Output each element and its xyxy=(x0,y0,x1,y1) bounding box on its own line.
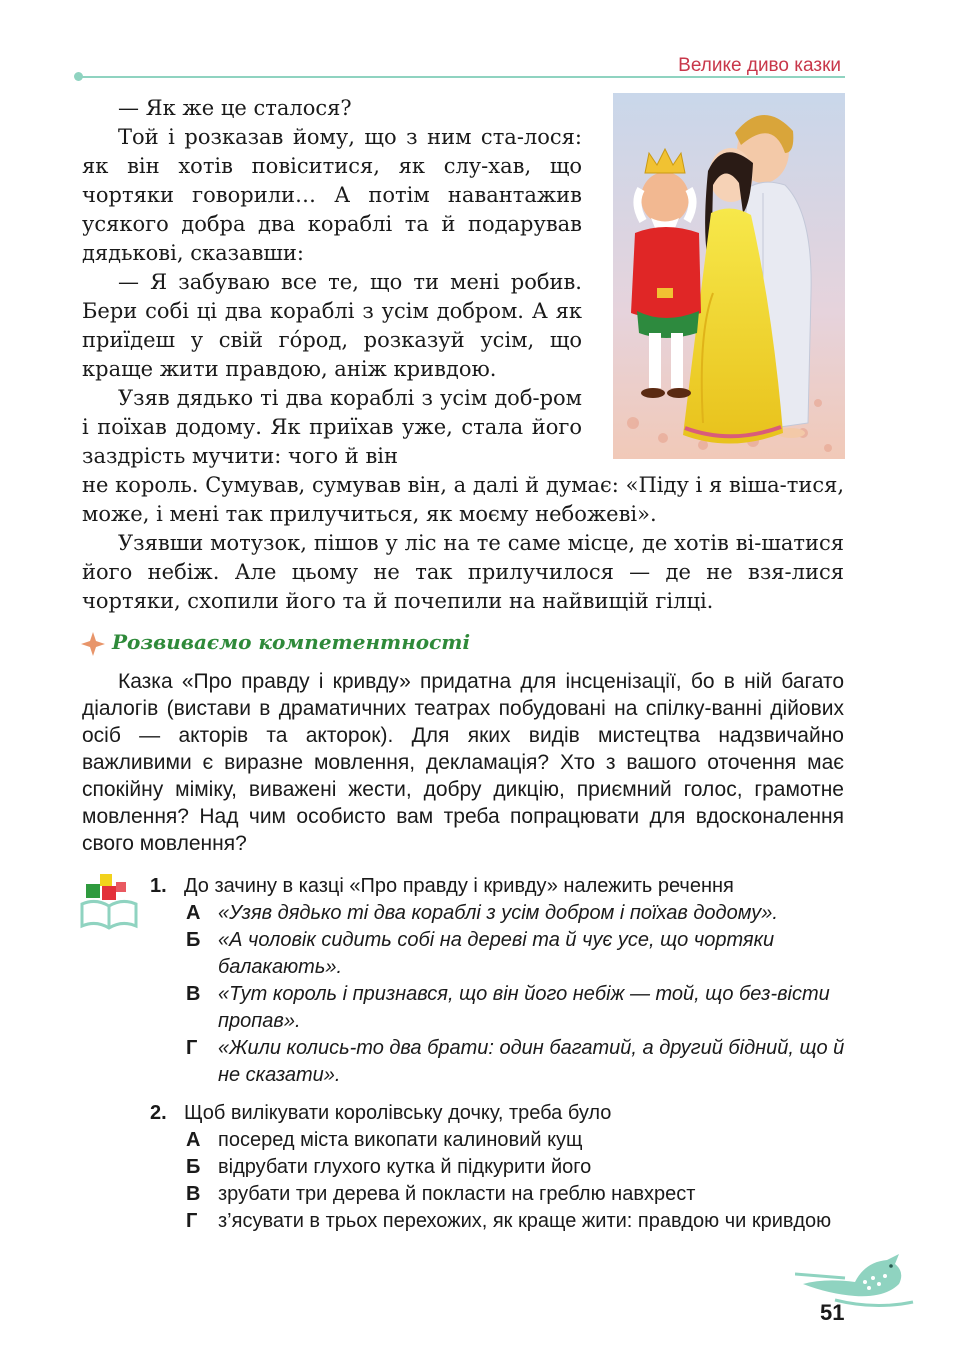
running-title: Велике диво казки xyxy=(678,55,841,76)
answer-option xyxy=(186,1127,846,1154)
section-text: Казка «Про правду і кривду» придатна для інсценізації, бо в ній багато діалогів (вистави в драматичних театрах побудовані на спілку-ванні дійових осіб — акторів та акторок). Для яких видів мистецтва надзвичайно важливими є виразне мовлення, декламація? Хто з вашого оточення має спокійну міміку, виважені жести, добру дикцію, приємний голос, грамотне мовлення? Над чим особисто вам треба попрацювати для вдосконалення свого мовлення? xyxy=(82,670,844,855)
section-heading xyxy=(80,630,470,657)
option-text: відрубати глухого кутка й підкурити його xyxy=(218,1156,592,1178)
question-number: 2. xyxy=(150,1102,167,1124)
option-letter: Г xyxy=(186,1037,198,1059)
option-text: зрубати три дерева й покласти на греблю навхрест xyxy=(218,1183,696,1205)
question-text: До зачину в казці «Про правду і кривду» належить речення xyxy=(184,875,734,897)
answer-option xyxy=(186,1181,846,1208)
answer-option xyxy=(186,1154,846,1181)
story-line: — Як же це сталося? xyxy=(118,96,352,120)
section-title: Розвиваємо компетентності xyxy=(112,630,471,654)
option-text: «А чоловік сидить собі на дереві та й чує усе, що чортяки балакають». xyxy=(218,929,775,978)
option-letter: А xyxy=(186,1129,201,1151)
option-text: з’ясувати в трьох перехожих, як краще жити: правдою чи кривдою xyxy=(218,1210,832,1232)
option-letter: А xyxy=(186,902,201,924)
star-bullet-icon xyxy=(80,631,106,657)
bird-icon xyxy=(795,1248,920,1312)
story-wide-text xyxy=(82,471,844,616)
question-number: 1. xyxy=(150,875,167,897)
option-text: «Тут король і признався, що він його небіж — той, що без-вісти пропав». xyxy=(218,983,830,1032)
option-letter: В xyxy=(186,983,201,1005)
story-line: Узявши мотузок, пішов у ліс на те саме місце, де хотів ві-шатися його небіж. Але цьому не так прилучилося — де не взя-лися чортяки, схопили його та й почепили на найвищій гілці. xyxy=(82,531,844,613)
answer-option xyxy=(186,1208,846,1235)
story-line: — Я забуваю все те, що ти мені робив. Бери собі ці два кораблі з усім добром. А як приїдеш у свій гóрод, розказуй усім, що краще жити правдою, аніж кривдою. xyxy=(82,270,582,381)
answer-option xyxy=(186,900,846,927)
book-blocks-icon xyxy=(78,870,140,930)
option-text: «Узяв дядько ті два кораблі з усім добром і поїхав додому». xyxy=(218,902,778,924)
option-letter: Б xyxy=(186,1156,201,1178)
question-text: Щоб вилікувати королівську дочку, треба було xyxy=(184,1102,612,1124)
story-line: Той і розказав йому, що з ним ста-лося: як він хотів повіситися, як слу-хав, що чортяки говорили… А потім навантажив усякого добра два кораблі та й подарував дядькові, сказавши: xyxy=(82,125,582,265)
option-letter: Б xyxy=(186,929,201,951)
story-line: не король. Сумував, сумував він, а далі й думає: «Піду і я віша-тися, може, і мені так прилучиться, як моєму небожеві». xyxy=(82,473,844,526)
fairytale-illustration xyxy=(613,93,845,459)
option-text: посеред міста викопати калиновий кущ xyxy=(218,1129,583,1151)
story-line: Узяв дядько ті два кораблі з усім доб-ром і поїхав додому. Як приїхав уже, стала його заздрість мучити: чого й він xyxy=(82,386,582,468)
option-letter: Г xyxy=(186,1210,198,1232)
page-number: 51 xyxy=(820,1300,845,1325)
answer-option xyxy=(186,927,846,981)
header-rule xyxy=(80,76,845,78)
question-1 xyxy=(150,873,850,900)
story-top-text xyxy=(82,94,582,471)
option-letter: В xyxy=(186,1183,201,1205)
question-2 xyxy=(150,1100,850,1127)
answer-option xyxy=(186,1035,846,1089)
section-paragraph xyxy=(82,668,844,857)
option-text: «Жили колись-то два брати: один багатий, а другий бідний, що й не сказати». xyxy=(218,1037,845,1086)
answer-option xyxy=(186,981,846,1035)
